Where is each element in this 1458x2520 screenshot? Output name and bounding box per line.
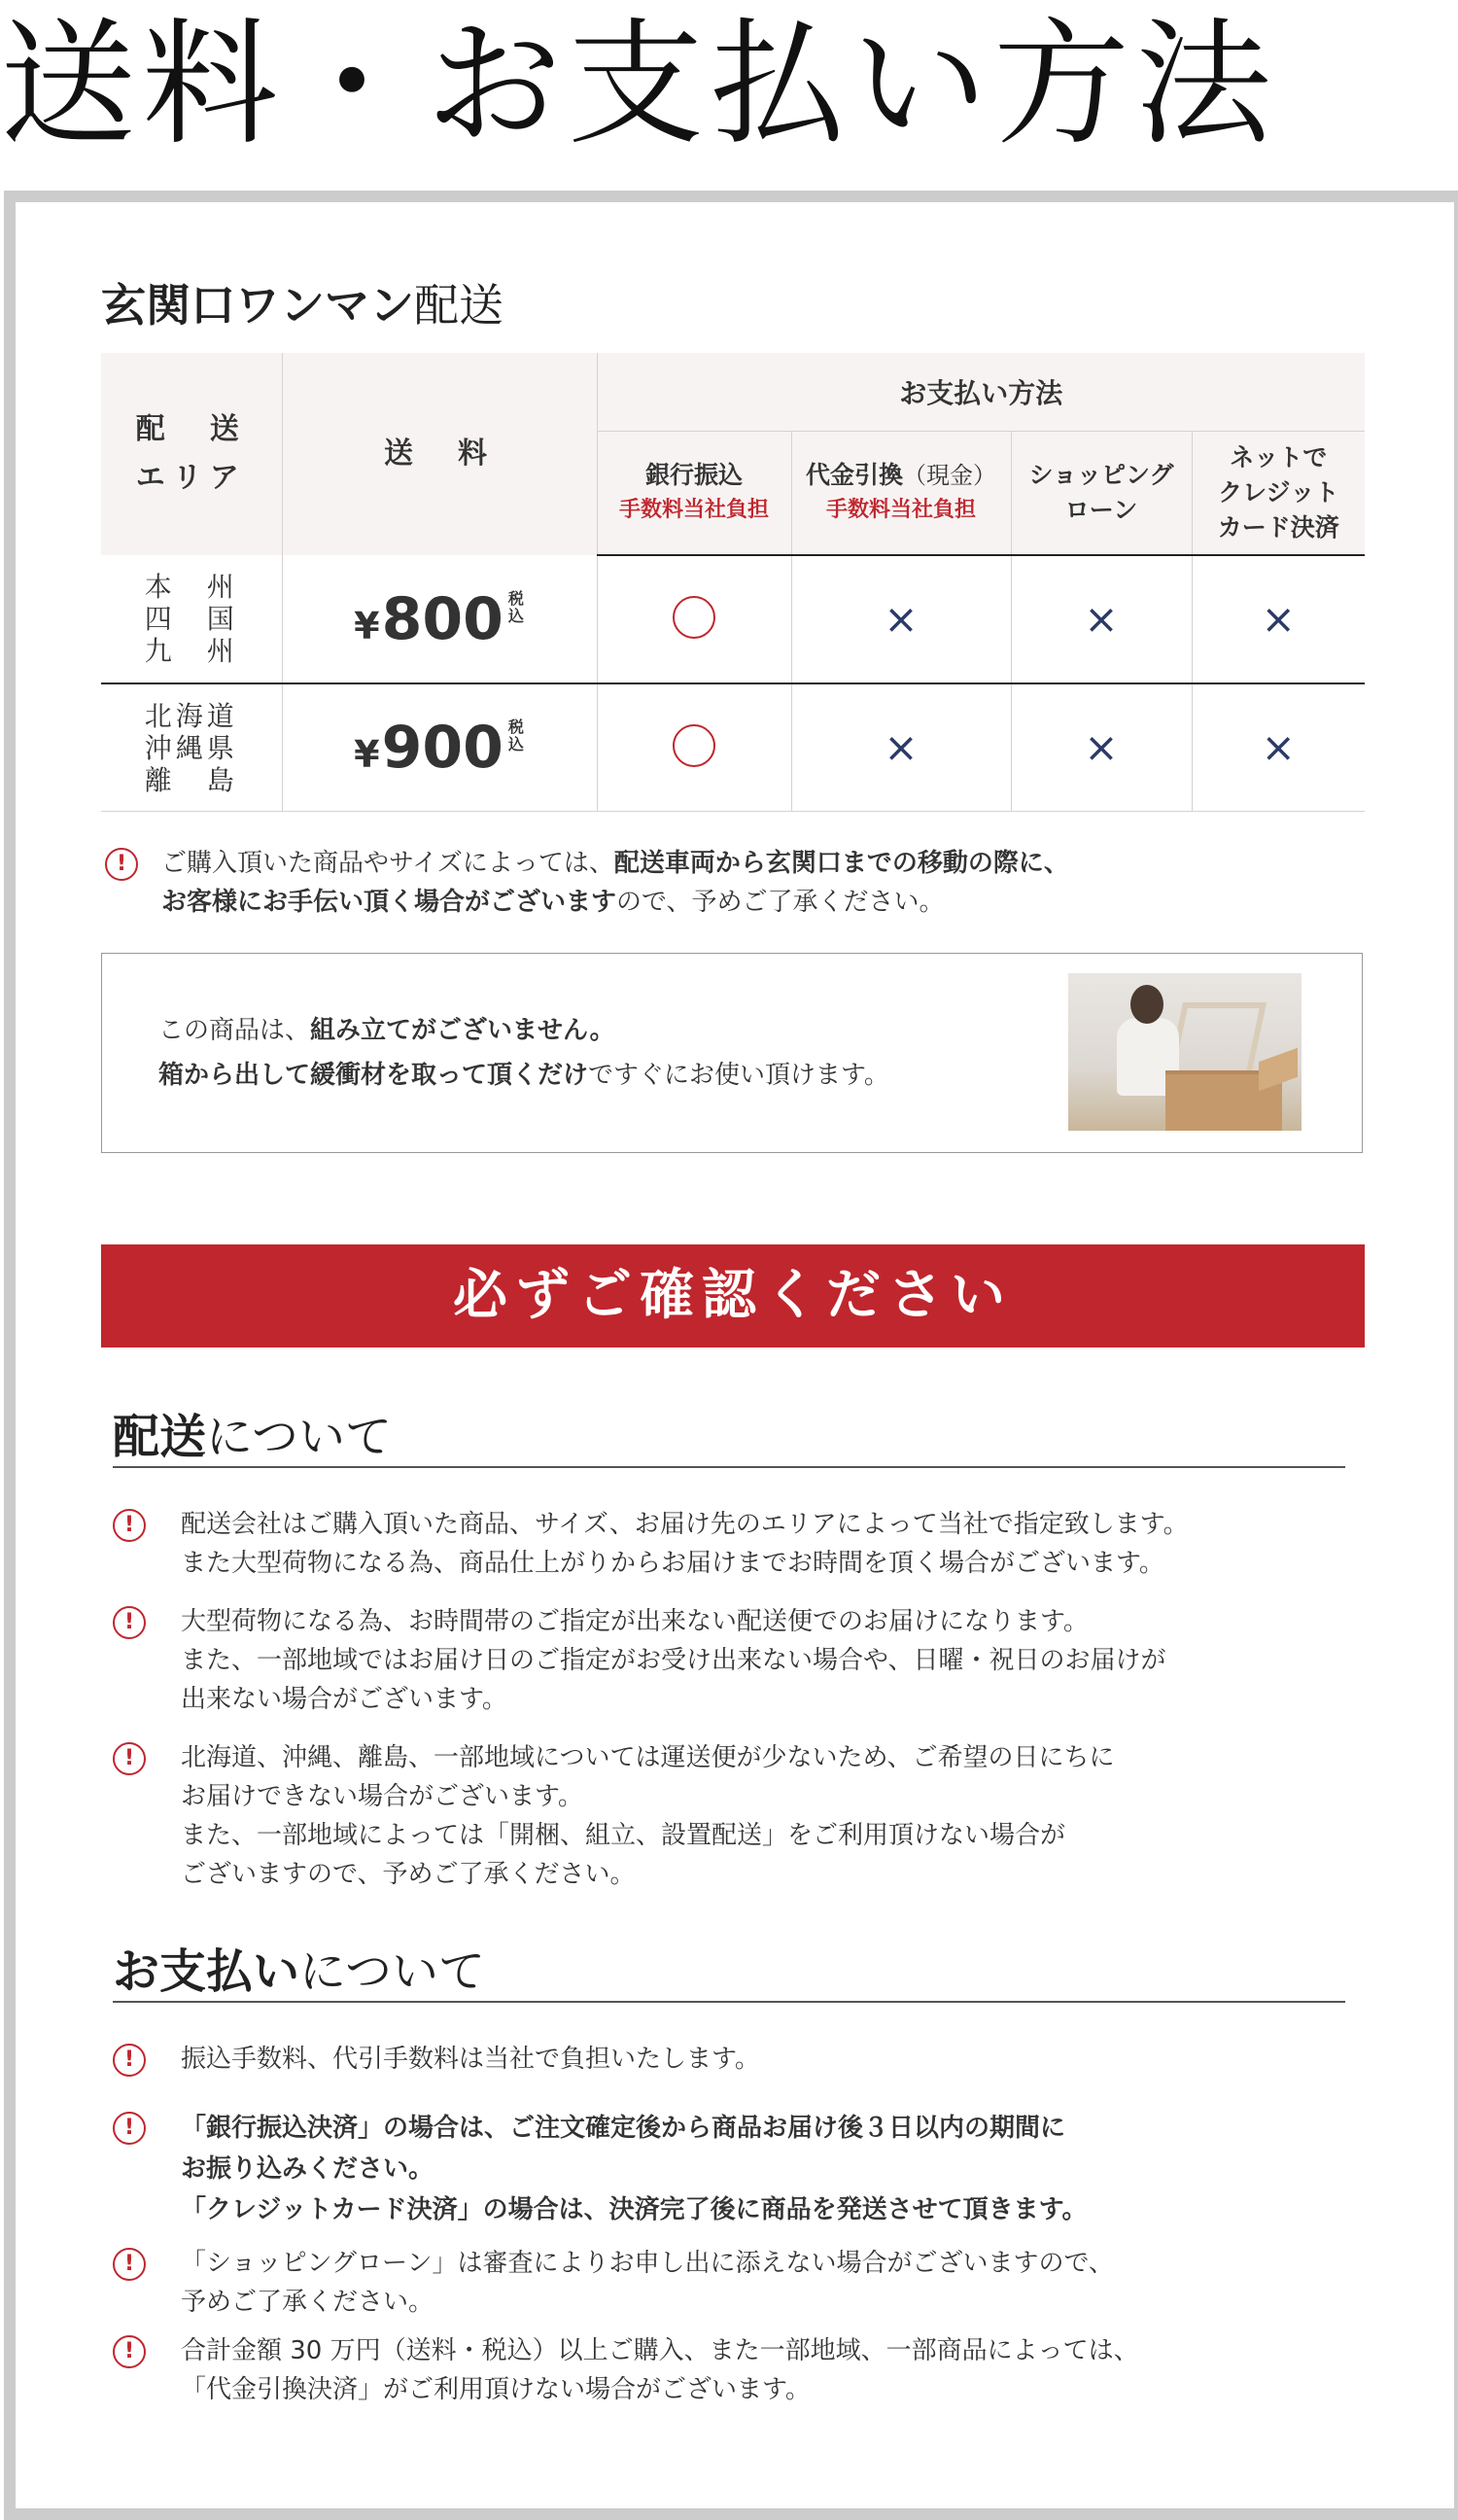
assembly-l1-normal: この商品は、 bbox=[158, 1016, 311, 1045]
unavailable-cross-icon: × bbox=[1084, 723, 1119, 771]
tax-included-label bbox=[507, 718, 525, 753]
caution-l2-normal: ので、予めご了承ください。 bbox=[616, 888, 945, 917]
col-header-cod bbox=[791, 432, 1011, 556]
mark-cell bbox=[597, 683, 791, 812]
exclamation-circle-icon: ! bbox=[113, 2044, 146, 2077]
card-label-l3: カード決済 bbox=[1217, 513, 1339, 542]
cod-label: 代金引換 bbox=[805, 461, 903, 489]
delivery-note-3-text bbox=[181, 1738, 1114, 1894]
photo-person-head bbox=[1130, 985, 1163, 1024]
note-line: 「代金引換決済」がご利用頂けない場合がございます。 bbox=[181, 2375, 811, 2404]
area-name: 北海道 bbox=[144, 699, 238, 732]
area-name: 九 州 bbox=[144, 635, 238, 667]
delivery-head-rest: について bbox=[206, 1410, 393, 1464]
note-line: 出来ない場合がございます。 bbox=[181, 1685, 507, 1714]
loan-label-l2: ローン bbox=[1064, 496, 1138, 524]
unavailable-cross-icon: × bbox=[1084, 595, 1119, 643]
assembly-l2-bold: 箱から出して緩衝材を取って頂くだけ bbox=[158, 1061, 589, 1090]
caution-l1-normal: ご購入頂いた商品やサイズによっては、 bbox=[161, 849, 614, 878]
exclamation-circle-icon: ! bbox=[113, 2335, 146, 2368]
col-header-credit-card bbox=[1192, 432, 1365, 556]
exclamation-circle-icon: ! bbox=[113, 1606, 146, 1639]
caution-l2-bold: お客様にお手伝い頂く場合がございます bbox=[161, 888, 617, 917]
col-header-area bbox=[101, 353, 282, 555]
note-line: また、一部地域ではお届け日のご指定がお受け出来ない場合や、日曜・祝日のお届けが bbox=[181, 1646, 1166, 1675]
payment-head-rest: について bbox=[299, 1944, 486, 1999]
mark-cell bbox=[1011, 555, 1192, 683]
mark-cell bbox=[1192, 555, 1365, 683]
col-header-area-line1: 配 送 bbox=[135, 412, 247, 446]
caution-l1-bold: 配送車両から玄関口までの移動の際に、 bbox=[613, 849, 1069, 878]
unboxing-photo bbox=[1068, 973, 1302, 1131]
delivery-type-bold: 玄関口ワンマン bbox=[101, 279, 414, 332]
tax-char: 税 bbox=[507, 588, 524, 608]
unavailable-cross-icon: × bbox=[1261, 723, 1296, 771]
shipping-info-frame bbox=[4, 191, 1458, 2520]
yen-sign: ¥ bbox=[354, 733, 380, 776]
note-line: 配送会社はご購入頂いた商品、サイズ、お届け先のエリアによって当社で指定致します。 bbox=[181, 1510, 1189, 1539]
payment-head-bold: お支払い bbox=[113, 1944, 300, 1999]
card-label-l1: ネットで bbox=[1230, 443, 1328, 472]
yen-sign: ¥ bbox=[354, 604, 380, 648]
assembly-l1-bold: 組み立てがございません。 bbox=[310, 1016, 615, 1045]
table-row bbox=[101, 555, 1365, 683]
tax-char: 込 bbox=[507, 606, 524, 625]
bank-transfer-note: 手数料当社負担 bbox=[618, 498, 769, 522]
note-line: 大型荷物になる為、お時間帯のご指定が出来ない配送便でのお届けになります。 bbox=[181, 1607, 1089, 1636]
unavailable-cross-icon: × bbox=[1261, 595, 1296, 643]
mark-cell bbox=[791, 683, 1011, 812]
note-line: 「銀行振込決済」の場合は、ご注文確定後から商品お届け後３日以内の期間に bbox=[181, 2114, 1066, 2143]
bank-transfer-label: 銀行振込 bbox=[644, 461, 743, 489]
cod-paren: （現金） bbox=[903, 462, 996, 489]
delivery-section-heading bbox=[113, 1408, 1345, 1468]
delivery-type-rest: 配送 bbox=[414, 279, 503, 332]
available-circle-icon bbox=[673, 724, 715, 767]
photo-chair bbox=[1167, 1002, 1267, 1076]
note-line: お振り込みください。 bbox=[181, 2154, 434, 2184]
note-line: 北海道、沖縄、離島、一部地域については運送便が少ないため、ご希望の日にちに bbox=[181, 1743, 1115, 1772]
delivery-type-title bbox=[101, 270, 503, 334]
payment-note-2-text bbox=[181, 2108, 1088, 2230]
exclamation-circle-icon: ! bbox=[113, 1742, 146, 1775]
assembly-l2-normal: ですぐにお使い頂けます。 bbox=[588, 1061, 889, 1090]
delivery-note-2-text bbox=[181, 1602, 1165, 1719]
confirm-banner: 必ずご確認ください bbox=[101, 1244, 1365, 1348]
mark-cell bbox=[1011, 683, 1192, 812]
col-header-payment: お支払い方法 bbox=[597, 353, 1365, 432]
loan-label-l1: ショッピング bbox=[1028, 461, 1174, 489]
available-circle-icon bbox=[673, 596, 715, 639]
page-title: 送料・お支払い方法 bbox=[0, 6, 1278, 164]
note-line: 合計金額 30 万円（送料・税込）以上ご購入、また一部地域、一部商品によっては、 bbox=[181, 2336, 1139, 2365]
payment-section-heading bbox=[113, 1942, 1345, 2003]
fee-value: 900 bbox=[381, 714, 503, 782]
unavailable-cross-icon: × bbox=[884, 723, 919, 771]
exclamation-circle-icon: ! bbox=[105, 848, 138, 881]
exclamation-circle-icon: ! bbox=[113, 1509, 146, 1542]
area-cell bbox=[101, 555, 282, 683]
area-name: 本 州 bbox=[144, 571, 238, 603]
mark-cell bbox=[597, 555, 791, 683]
table-row bbox=[101, 683, 1365, 812]
caution-text bbox=[161, 844, 1069, 922]
area-name: 四 国 bbox=[144, 603, 238, 635]
note-line: ございますので、予めご了承ください。 bbox=[181, 1860, 636, 1889]
cod-note: 手数料当社負担 bbox=[825, 498, 976, 522]
no-assembly-text bbox=[158, 1008, 889, 1098]
tax-char: 込 bbox=[507, 735, 524, 753]
fee-cell bbox=[282, 683, 597, 812]
mark-cell bbox=[1192, 683, 1365, 812]
note-line: また、一部地域によっては「開梱、組立、設置配送」をご利用頂けない場合が bbox=[181, 1821, 1066, 1850]
area-cell bbox=[101, 683, 282, 812]
no-assembly-box bbox=[101, 953, 1363, 1153]
tax-char: 税 bbox=[507, 718, 524, 736]
note-line: お届けできない場合がございます。 bbox=[181, 1782, 583, 1811]
shipping-fee-table bbox=[101, 353, 1365, 812]
col-header-area-line2: エリア bbox=[135, 461, 247, 495]
card-label-l2: クレジット bbox=[1218, 478, 1339, 507]
col-header-bank-transfer bbox=[597, 432, 791, 556]
note-line: 「ショッピングローン」は審査によりお申し出に添えない場合がございますので、 bbox=[181, 2249, 1114, 2278]
col-header-fee: 送 料 bbox=[282, 353, 597, 555]
area-name: 沖縄県 bbox=[144, 731, 238, 764]
payment-note-4-text bbox=[181, 2331, 1139, 2409]
exclamation-circle-icon: ! bbox=[113, 2248, 146, 2281]
mark-cell bbox=[791, 555, 1011, 683]
col-header-shopping-loan bbox=[1011, 432, 1192, 556]
note-line: 「クレジットカード決済」の場合は、決済完了後に商品を発送させて頂きます。 bbox=[181, 2195, 1088, 2224]
fee-value: 800 bbox=[381, 584, 503, 653]
fee-cell bbox=[282, 555, 597, 683]
payment-note-3-text bbox=[181, 2244, 1114, 2322]
delivery-note-1-text bbox=[181, 1505, 1189, 1583]
note-line: また大型荷物になる為、商品仕上がりからお届けまでお時間を頂く場合がございます。 bbox=[181, 1549, 1164, 1578]
unavailable-cross-icon: × bbox=[884, 595, 919, 643]
tax-included-label bbox=[507, 590, 525, 625]
note-line: 振込手数料、代引手数料は当社で負担いたします。 bbox=[181, 2045, 760, 2074]
exclamation-circle-icon: ! bbox=[113, 2112, 146, 2145]
delivery-head-bold: 配送 bbox=[113, 1410, 207, 1464]
payment-note-1-text bbox=[181, 2040, 760, 2079]
area-name: 離 島 bbox=[144, 763, 238, 796]
note-line: 予めご了承ください。 bbox=[181, 2288, 434, 2317]
